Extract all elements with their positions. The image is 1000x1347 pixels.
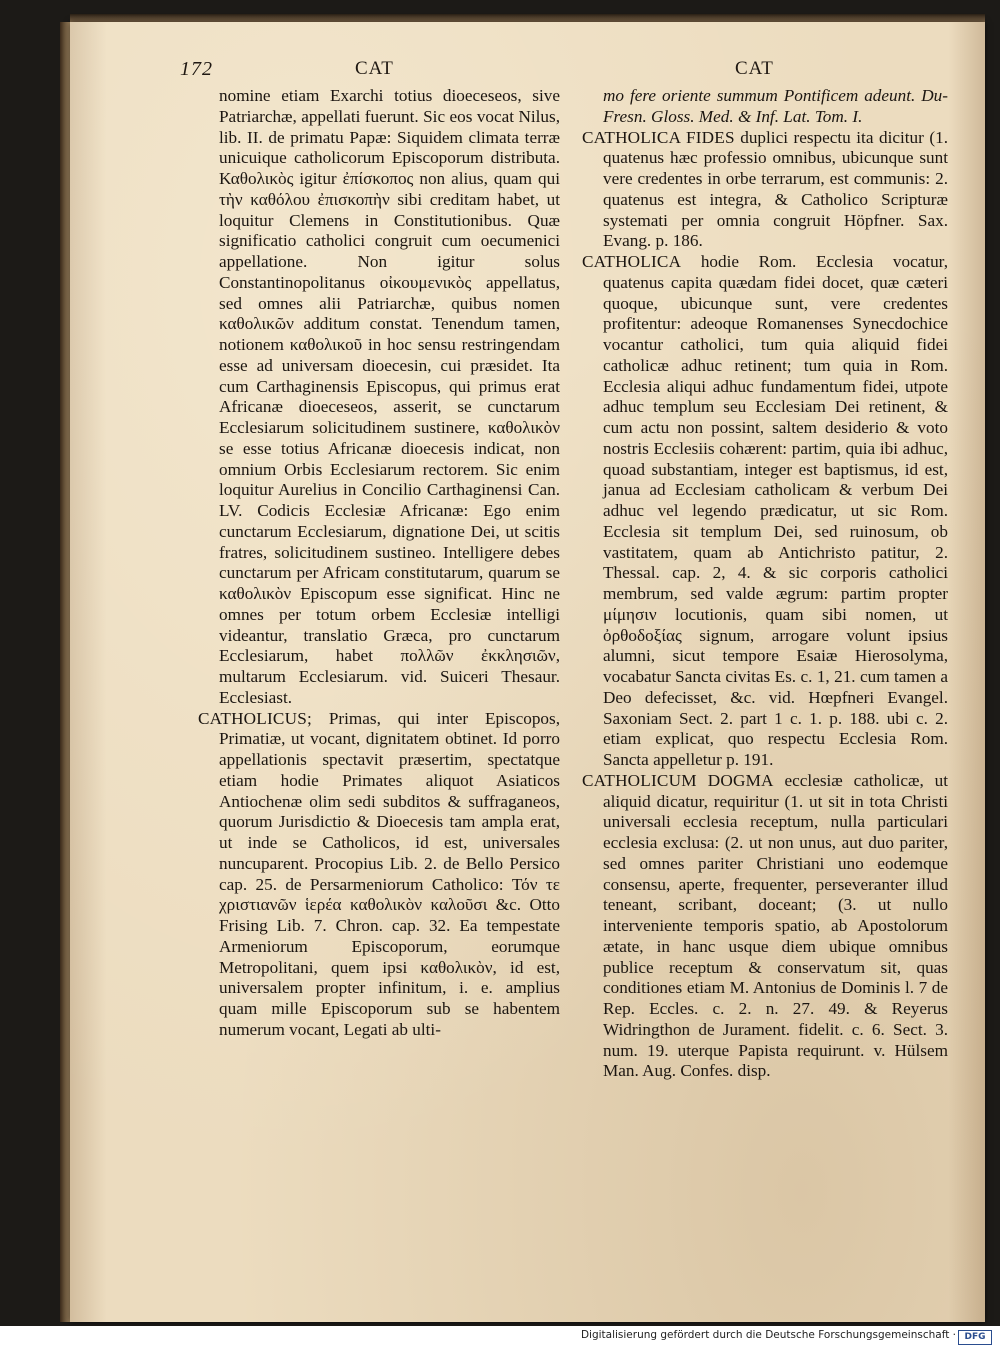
entry-catholica-fides bbox=[582, 128, 948, 253]
entry-term: CATHOLICA bbox=[582, 252, 682, 271]
entry-term: CATHOLICUS; bbox=[198, 708, 312, 728]
right-column bbox=[582, 86, 948, 1082]
page-number: 172 bbox=[180, 58, 213, 80]
entry-term: CATHOLICUM DOGMA bbox=[582, 770, 774, 790]
left-column bbox=[198, 86, 560, 1041]
paragraph-continuation bbox=[198, 86, 560, 709]
digitization-footer bbox=[0, 1326, 1000, 1347]
footer-credit: Digitalisierung gefördert durch die Deutsche Forschungsgemeinschaft · bbox=[580, 1329, 956, 1341]
entry-catholicum-dogma bbox=[582, 771, 948, 1082]
entry-text: ecclesiæ catholicæ, ut aliquid dicatur, requiritur (1. ut sit in tota Christi universali ecclesia receptum, nulla particulari ecclesia exclusa: (2. ut non unus, aut duo pariter, sed omnes pariter Christiani uno eodemque consensu, aperte, frequenter, perseveranter illud teneant, scribant, doceant; (3. ut nullo interveniente temporis spatio, ab Apostolorum ætate, in hanc usque diem ubique omnibus publice receptum & conservatum sit, quas conditiones etiam M. Antonius de Dominis l. 7 de Rep. Eccles. c. 2. n. 27. 49. & Reyerus Widringthon de Jurament. fidelit. c. 6. Sect. 3. num. 19. uterque Papista requirunt. v. Hülsem Man. Aug. Confes. disp. bbox=[603, 770, 948, 1081]
entry-term: CATHOLICA FIDES bbox=[582, 127, 735, 147]
entry-catholicus bbox=[198, 709, 560, 1041]
paragraph-text: mo fere oriente summum Pontificem adeunt. Du-Fresn. Gloss. Med. & Inf. Lat. Tom. I. bbox=[603, 86, 948, 126]
entry-text: duplici respectu ita dicitur (1. quatenus hæc professio omnibus, ubicunque sunt vere credentes in orbe terrarum, est communis: 2. quatenus est integra, & Catholico Scripturæ systemati per omnia congruit Höpfner. Sax. Evang. p. 186. bbox=[603, 127, 948, 251]
entry-text: Primas, qui inter Episcopos, Primatiæ, ut vocant, dignitatem obtinet. Id porro appellationis spectavit præsertim, spectatque etiam hodie Primates aliquot Asiaticos Antiochenæ olim sedi subditos & suffraganeos, quorum Jurisdictio & Dioecesis tam ampla erat, ut inde se Catholicos, id est, universales nuncuparent. Procopius Lib. 2. de Bello Persico cap. 25. de Persarmeniorum Catholico: Τόν τε χριστιανῶν ἱερέα καθολικὸν καλοῦσι &c. Otto Frising Lib. 7. Chron. cap. 32. Ea tempestate Armeniorum Episcoporum, eorumque Metropolitani, quem ipsi καθολικὸν, id est, universalem propter infinitum, i. e. amplius quam mille Episcoporum sub se habentem numerum vocant, Legati ab ulti- bbox=[219, 708, 560, 1039]
paragraph-text: nomine etiam Exarchi totius dioeceseos, sive Patriarchæ, appellati fuerunt. Sic eos vocat Nilus, lib. II. de primatu Papæ: Siquidem climata terræ unicuique catholicorum Episcoporum distributa. Καθολικὸς igitur ἐπίσκοπος non alius, quam qui τὴν καθόλου ἐπισκοπὴν sibi creditam habet, ut loquitur Clemens in Constitutionibus. Quæ significatio catholici congruit cum oecumenici appellatione. Non igitur solus Constantinopolitanus οἰκουμενικὸς appellatus, sed omnes alii Patriarchæ, quibus nomen καθολικῶν additum constat. Tenendum tamen, notionem καθολικοῦ in hoc sensu restringendam esse ad universam dioecesin, cui præsidet. Ita cum Carthaginensis Episcopus, qui primus erat Africanæ dioeceseos, asserit, se cunctarum Ecclesiarum solicitudinem sustinere, καθολικὸν se esse totius Africanæ dioecesis indicat, non omnium Orbis Ecclesiarum rectorem. Sic enim loquitur Aurelius in Concilio Carthaginensi Can. LV. Codicis Ecclesiæ Africanæ: Ego enim cunctarum Ecclesiarum, dignatione Dei, ut scitis fratres, solicitudinem sustineo. Intelligere debes cunctarum per Africam constitutarum, quarum se καθολικὸν Episcopum esse significat. Hinc ne omnes per totum orbem Ecclesiæ intelligi videantur, translatio Græca, pro cunctarum Ecclesiarum, habet πολλῶν ἐκκλησιῶν, multarum Ecclesiarum. vid. Suiceri Thesaur. Ecclesiast. bbox=[219, 86, 560, 707]
entry-catholica bbox=[582, 252, 948, 771]
entry-text: hodie Rom. Ecclesia vocatur, quatenus capita quædam fidei docet, quæ cæteri quoque, ubicunque sunt, vere credentes profitentur: adeoque Romanenses Synecdochice vocantur catholici, tum quia aliquid fidei catholicæ adhuc retinent; tum quia in Rom. Ecclesia aliqui adhuc fundamentum fidei, utpote adhuc templum seu Ecclesiam Dei retinent, & cum actu non possint, saltem desiderio & voto nostris Ecclesiis cohærent: partim, quia ibi adhuc, quoad substantiam, integer est baptismus, id est, janua ad Ecclesiam catholicam & verbum Dei adhuc vel legendo prædicatur, ut sic Rom. Ecclesia sit templum Dei, sed ruinosum, ob vastitatem, quam ab Antichristo patitur, 2. Thessal. cap. 2, 4. & sic corporis catholici membrum, sed valde ægrum: partim propter μίμησιν locutionis, quam sibi nomen, ut ὀρθοδοξίας signum, arrogare volunt ipsius alumni, sicut tempore Esaiæ Hierosolyma, vocabatur Sancta civitas Es. c. 1, 21. cum tamen a Deo defecisset, &c. vid. Hœpfneri Evangel. Saxoniam Sect. 2. part 1 c. 1. p. 188. ubi c. 2. etiam explicat, quo respectu Ecclesia Rom. Sancta appelletur p. 191. bbox=[603, 252, 948, 769]
dfg-logo-icon: DFG bbox=[958, 1330, 992, 1345]
running-head-right: CAT bbox=[735, 58, 774, 79]
running-head-left: CAT bbox=[355, 58, 394, 79]
paragraph-continuation bbox=[582, 86, 948, 128]
